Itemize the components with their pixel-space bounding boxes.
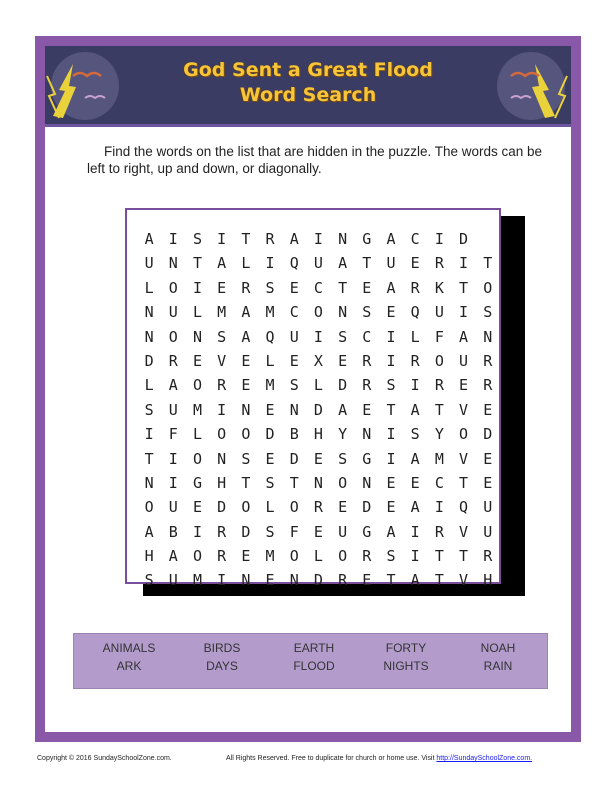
word-bank-item: EARTH bbox=[293, 641, 335, 655]
grid-letter: M bbox=[217, 303, 227, 322]
grid-letter: A bbox=[410, 449, 420, 468]
grid-letter: D bbox=[241, 522, 251, 541]
grid-letter: T bbox=[459, 473, 469, 492]
grid-letter: T bbox=[434, 571, 444, 590]
grid-letter: H bbox=[144, 547, 154, 566]
grid-letter: N bbox=[289, 571, 299, 590]
grid-letter: O bbox=[483, 278, 493, 297]
grid-row bbox=[137, 251, 500, 275]
word-bank-item: RAIN bbox=[483, 659, 513, 673]
grid-letter: I bbox=[168, 230, 178, 248]
grid-letter: R bbox=[241, 278, 251, 297]
grid-letter: E bbox=[192, 351, 202, 370]
grid-letter: I bbox=[144, 425, 154, 444]
grid-letter: N bbox=[241, 400, 251, 419]
grid-letter: A bbox=[386, 278, 396, 297]
grid-letter: N bbox=[144, 473, 154, 492]
grid-letter: E bbox=[289, 351, 299, 370]
grid-letter: R bbox=[434, 376, 444, 395]
grid-letter: V bbox=[459, 522, 469, 541]
grid-letter: I bbox=[434, 230, 444, 248]
grid-letter: D bbox=[362, 498, 372, 517]
grid-letter: M bbox=[192, 571, 202, 590]
grid-letter: T bbox=[459, 278, 469, 297]
grid-letter: R bbox=[217, 547, 227, 566]
worksheet-title bbox=[45, 58, 571, 108]
grid-letter: S bbox=[338, 327, 348, 346]
grid-letter: T bbox=[144, 449, 154, 468]
grid-letter: G bbox=[362, 522, 372, 541]
grid-letter: A bbox=[338, 254, 348, 273]
grid-letter: E bbox=[483, 400, 493, 419]
grid-letter: E bbox=[386, 498, 396, 517]
word-bank-item: ANIMALS bbox=[102, 641, 156, 655]
grid-letter: E bbox=[410, 254, 420, 273]
grid-letter: N bbox=[362, 473, 372, 492]
grid-letter: O bbox=[144, 498, 154, 517]
word-bank-item: FORTY bbox=[385, 641, 427, 655]
grid-letter: E bbox=[362, 278, 372, 297]
grid-letter: U bbox=[168, 400, 178, 419]
grid-letter: E bbox=[265, 449, 275, 468]
grid-letter: R bbox=[483, 547, 493, 566]
word-bank bbox=[73, 633, 548, 689]
grid-letter: A bbox=[168, 547, 178, 566]
grid-letter: D bbox=[483, 425, 493, 444]
grid-letter: E bbox=[289, 278, 299, 297]
title-line-2: Word Search bbox=[239, 84, 377, 106]
grid-letter: S bbox=[289, 376, 299, 395]
grid-letter: S bbox=[338, 449, 348, 468]
grid-letter: T bbox=[192, 254, 202, 273]
grid-letter: V bbox=[459, 571, 469, 590]
grid-letter: N bbox=[289, 400, 299, 419]
grid-letter: U bbox=[313, 254, 323, 273]
word-bank-item: DAYS bbox=[206, 659, 238, 673]
grid-letter: T bbox=[459, 547, 469, 566]
grid-letter: R bbox=[362, 376, 372, 395]
grid-row bbox=[137, 300, 500, 324]
grid-letter: V bbox=[459, 400, 469, 419]
grid-row bbox=[137, 422, 500, 446]
grid-letter: R bbox=[483, 351, 493, 370]
grid-letter: R bbox=[338, 571, 348, 590]
grid-letter: R bbox=[217, 376, 227, 395]
grid-letter: C bbox=[289, 303, 299, 322]
grid-letter: A bbox=[386, 230, 396, 248]
grid-letter: T bbox=[386, 571, 396, 590]
grid-letter: E bbox=[241, 376, 251, 395]
grid-letter: N bbox=[483, 327, 493, 346]
grid-letter: N bbox=[144, 327, 154, 346]
grid-letter: O bbox=[192, 376, 202, 395]
grid-letter: Y bbox=[434, 425, 444, 444]
grid-letter: L bbox=[313, 547, 323, 566]
grid-letter: S bbox=[386, 376, 396, 395]
grid-letter: C bbox=[313, 278, 323, 297]
grid-letter: D bbox=[265, 425, 275, 444]
grid-letter: S bbox=[192, 230, 202, 248]
grid-letter: E bbox=[459, 376, 469, 395]
grid-letter: I bbox=[434, 498, 444, 517]
grid-letter: A bbox=[289, 230, 299, 248]
grid-letter: I bbox=[168, 473, 178, 492]
grid-letter: U bbox=[168, 571, 178, 590]
grid-row bbox=[137, 373, 500, 397]
grid-letter: O bbox=[192, 547, 202, 566]
grid-letter: G bbox=[362, 230, 372, 248]
grid-letter: E bbox=[241, 351, 251, 370]
grid-letter: M bbox=[434, 449, 444, 468]
grid-letter: B bbox=[168, 522, 178, 541]
grid-letter: I bbox=[192, 278, 202, 297]
grid-letter: I bbox=[459, 303, 469, 322]
grid-row bbox=[137, 447, 500, 471]
grid-letter: R bbox=[483, 376, 493, 395]
grid-letter: F bbox=[168, 425, 178, 444]
grid-letter: M bbox=[265, 303, 275, 322]
grid-letter: G bbox=[362, 449, 372, 468]
grid-letter: A bbox=[241, 303, 251, 322]
grid-letter: O bbox=[289, 547, 299, 566]
grid-letter: D bbox=[217, 498, 227, 517]
grid-letter: U bbox=[459, 351, 469, 370]
grid-letter: N bbox=[362, 425, 372, 444]
grid-letter: T bbox=[434, 547, 444, 566]
grid-letter: M bbox=[265, 547, 275, 566]
grid-letter: E bbox=[265, 400, 275, 419]
grid-letter: U bbox=[168, 303, 178, 322]
grid-letter: I bbox=[410, 376, 420, 395]
grid-letter: V bbox=[459, 449, 469, 468]
grid-letter: N bbox=[338, 303, 348, 322]
grid-letter: L bbox=[241, 254, 251, 273]
grid-letter: L bbox=[192, 303, 202, 322]
grid-letter: R bbox=[168, 351, 178, 370]
grid-letter: B bbox=[289, 425, 299, 444]
grid-letter: I bbox=[217, 400, 227, 419]
word-bank-item: ARK bbox=[116, 659, 142, 673]
grid-row bbox=[137, 398, 500, 422]
grid-letter: F bbox=[289, 522, 299, 541]
grid-letter: I bbox=[217, 230, 227, 248]
grid-letter: L bbox=[265, 498, 275, 517]
grid-letter: U bbox=[338, 522, 348, 541]
grid-letter: T bbox=[434, 400, 444, 419]
grid-letter: E bbox=[483, 473, 493, 492]
grid-letter: E bbox=[386, 303, 396, 322]
worksheet bbox=[45, 46, 571, 732]
grid-letter: S bbox=[265, 473, 275, 492]
grid-letter: L bbox=[192, 425, 202, 444]
grid-letter: E bbox=[483, 449, 493, 468]
grid-letter: S bbox=[265, 278, 275, 297]
grid-letter: E bbox=[338, 351, 348, 370]
grid-letter: D bbox=[338, 376, 348, 395]
grid-letter: Q bbox=[459, 498, 469, 517]
grid-letter: O bbox=[241, 498, 251, 517]
title-line-1: God Sent a Great Flood bbox=[183, 59, 433, 81]
grid-letter: A bbox=[144, 522, 154, 541]
grid-letter: R bbox=[217, 522, 227, 541]
grid-letter: U bbox=[483, 522, 493, 541]
grid-letter: A bbox=[410, 400, 420, 419]
grid-letter: N bbox=[144, 303, 154, 322]
grid-letter: A bbox=[338, 400, 348, 419]
grid-letter: E bbox=[313, 522, 323, 541]
grid-letter: T bbox=[386, 400, 396, 419]
grid-letter: C bbox=[434, 473, 444, 492]
grid-letter: U bbox=[386, 254, 396, 273]
grid-letter: N bbox=[338, 230, 348, 248]
grid-letter: I bbox=[313, 230, 323, 248]
grid-letter: M bbox=[192, 400, 202, 419]
grid-letter: O bbox=[217, 425, 227, 444]
grid-row bbox=[137, 544, 500, 568]
grid-letter: U bbox=[168, 498, 178, 517]
grid-letter: A bbox=[241, 327, 251, 346]
grid-letter: D bbox=[289, 449, 299, 468]
grid-letter: R bbox=[434, 522, 444, 541]
grid-letter: E bbox=[362, 571, 372, 590]
grid-row bbox=[137, 349, 500, 373]
letter-grid bbox=[137, 227, 500, 593]
grid-letter: G bbox=[192, 473, 202, 492]
grid-letter: R bbox=[265, 230, 275, 248]
grid-letter: I bbox=[410, 547, 420, 566]
grid-letter: U bbox=[144, 254, 154, 273]
grid-letter: M bbox=[265, 376, 275, 395]
grid-letter: S bbox=[144, 400, 154, 419]
grid-letter: N bbox=[168, 254, 178, 273]
grid-letter: I bbox=[192, 522, 202, 541]
grid-letter: O bbox=[192, 449, 202, 468]
grid-letter: E bbox=[241, 547, 251, 566]
grid-letter: D bbox=[313, 571, 323, 590]
grid-letter: H bbox=[313, 425, 323, 444]
grid-letter: I bbox=[313, 327, 323, 346]
page-frame bbox=[35, 36, 581, 742]
grid-letter: S bbox=[410, 425, 420, 444]
grid-letter: I bbox=[386, 449, 396, 468]
grid-letter: L bbox=[144, 278, 154, 297]
grid-letter: A bbox=[410, 498, 420, 517]
grid-letter: R bbox=[410, 351, 420, 370]
grid-letter: A bbox=[386, 522, 396, 541]
grid-letter: Y bbox=[338, 425, 348, 444]
grid-row bbox=[137, 520, 500, 544]
grid-letter: H bbox=[217, 473, 227, 492]
grid-letter: D bbox=[144, 351, 154, 370]
grid-letter: Q bbox=[410, 303, 420, 322]
grid-letter: D bbox=[313, 400, 323, 419]
word-bank-item: NIGHTS bbox=[383, 659, 429, 673]
grid-letter: E bbox=[265, 571, 275, 590]
grid-letter: A bbox=[217, 254, 227, 273]
grid-letter: T bbox=[338, 278, 348, 297]
grid-letter: A bbox=[410, 571, 420, 590]
grid-letter: S bbox=[265, 522, 275, 541]
grid-row bbox=[137, 276, 500, 300]
grid-letter: C bbox=[362, 327, 372, 346]
grid-letter: Q bbox=[265, 327, 275, 346]
grid-letter: O bbox=[289, 498, 299, 517]
grid-row bbox=[137, 568, 500, 592]
grid-letter: O bbox=[434, 351, 444, 370]
grid-letter: H bbox=[483, 571, 493, 590]
grid-letter: L bbox=[410, 327, 420, 346]
word-bank-item: NOAH bbox=[480, 641, 516, 655]
grid-letter: T bbox=[289, 473, 299, 492]
grid-letter: C bbox=[410, 230, 420, 248]
grid-letter: E bbox=[192, 498, 202, 517]
rights-text bbox=[226, 755, 532, 762]
grid-letter: L bbox=[144, 376, 154, 395]
grid-letter: D bbox=[459, 230, 469, 248]
grid-letter: R bbox=[362, 351, 372, 370]
grid-letter: Q bbox=[289, 254, 299, 273]
grid-letter: O bbox=[313, 303, 323, 322]
rights-statement: All Rights Reserved. Free to duplicate for church or home use. Visit bbox=[226, 755, 435, 762]
grid-letter: E bbox=[217, 278, 227, 297]
grid-letter: I bbox=[386, 351, 396, 370]
grid-letter: E bbox=[410, 473, 420, 492]
grid-letter: O bbox=[338, 473, 348, 492]
grid-letter: T bbox=[483, 254, 493, 273]
title-banner bbox=[45, 46, 571, 127]
grid-letter: I bbox=[386, 425, 396, 444]
grid-letter: O bbox=[459, 425, 469, 444]
grid-letter: I bbox=[386, 327, 396, 346]
grid-letter: S bbox=[386, 547, 396, 566]
grid-letter: S bbox=[241, 449, 251, 468]
grid-letter: A bbox=[168, 376, 178, 395]
grid-letter: S bbox=[483, 303, 493, 322]
grid-letter: L bbox=[265, 351, 275, 370]
grid-row bbox=[137, 227, 500, 251]
grid-letter: A bbox=[144, 230, 154, 248]
grid-letter: R bbox=[313, 498, 323, 517]
grid-letter: I bbox=[265, 254, 275, 273]
grid-letter: U bbox=[483, 498, 493, 517]
word-bank-item: BIRDS bbox=[203, 641, 241, 655]
grid-letter: N bbox=[241, 571, 251, 590]
grid-letter: V bbox=[217, 351, 227, 370]
grid-letter: N bbox=[313, 473, 323, 492]
grid-letter: U bbox=[289, 327, 299, 346]
grid-letter: N bbox=[217, 449, 227, 468]
grid-letter: O bbox=[338, 547, 348, 566]
grid-letter: I bbox=[168, 449, 178, 468]
grid-letter: T bbox=[241, 230, 251, 248]
grid-letter: K bbox=[434, 278, 444, 297]
grid-letter: E bbox=[313, 449, 323, 468]
instructions: Find the words on the list that are hidden in the puzzle. The words can be left to right, up and down, or diagonally. bbox=[87, 144, 543, 176]
grid-letter: F bbox=[434, 327, 444, 346]
grid-letter: I bbox=[459, 254, 469, 273]
grid-letter: E bbox=[362, 400, 372, 419]
grid-letter: E bbox=[386, 473, 396, 492]
word-bank-item: FLOOD bbox=[293, 659, 335, 673]
grid-row bbox=[137, 495, 500, 519]
grid-letter: S bbox=[362, 303, 372, 322]
grid-letter: O bbox=[241, 425, 251, 444]
grid-letter: S bbox=[144, 571, 154, 590]
grid-letter: O bbox=[168, 278, 178, 297]
grid-letter: E bbox=[338, 498, 348, 517]
grid-row bbox=[137, 471, 500, 495]
grid-letter: O bbox=[168, 327, 178, 346]
grid-letter: T bbox=[362, 254, 372, 273]
grid-letter: I bbox=[217, 571, 227, 590]
grid-row bbox=[137, 325, 500, 349]
grid-letter: X bbox=[313, 351, 323, 370]
grid-letter: R bbox=[410, 278, 420, 297]
copyright-text: Copyright © 2016 SundaySchoolZone.com. bbox=[37, 755, 172, 762]
grid-letter: R bbox=[362, 547, 372, 566]
puzzle-box bbox=[125, 208, 501, 590]
grid-letter: S bbox=[217, 327, 227, 346]
grid-letter: R bbox=[434, 254, 444, 273]
grid-letter: U bbox=[434, 303, 444, 322]
grid-letter: L bbox=[313, 376, 323, 395]
grid-letter: N bbox=[192, 327, 202, 346]
grid-letter: T bbox=[241, 473, 251, 492]
grid-letter: A bbox=[459, 327, 469, 346]
website-link[interactable]: http://SundaySchoolZone.com. bbox=[436, 755, 533, 762]
grid-letter: I bbox=[410, 522, 420, 541]
